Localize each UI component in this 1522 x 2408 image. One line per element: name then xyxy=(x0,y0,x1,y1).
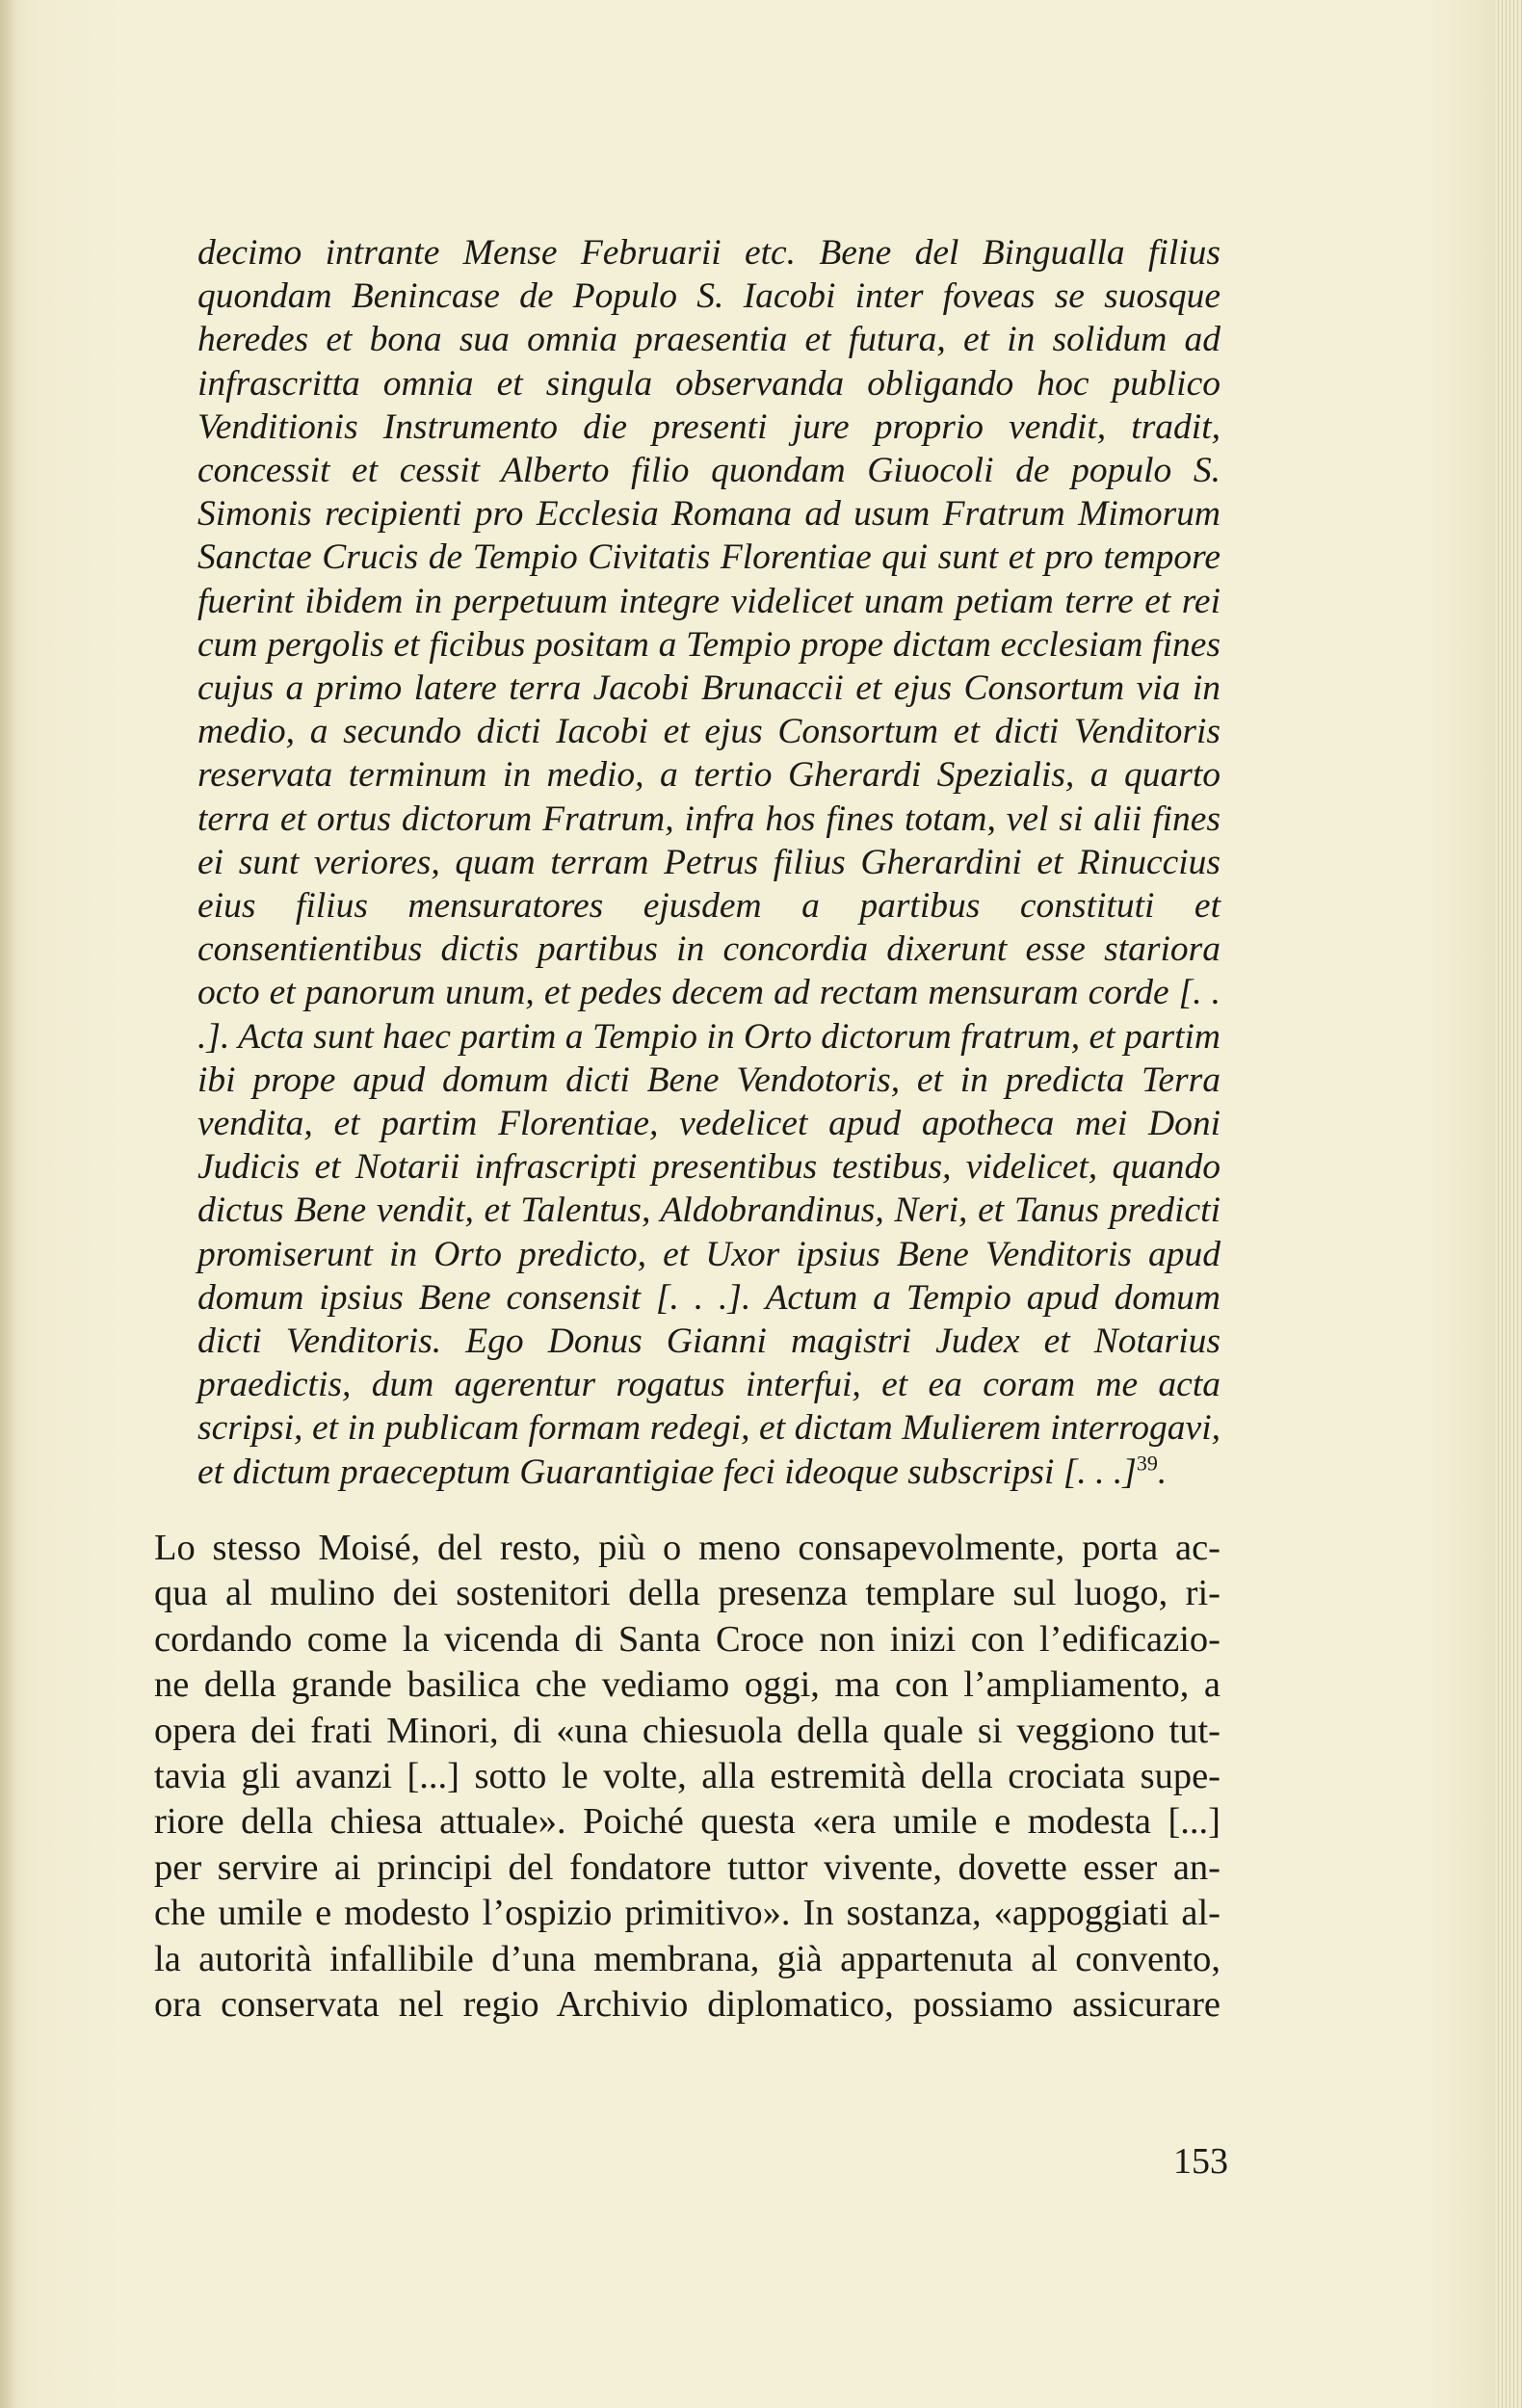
body-line: che umile e modesto l’ospizio primitivo». In sostanza, «appoggiati al- xyxy=(154,1893,1220,1934)
body-line: riore della chiesa attuale». Poiché questa «era umile e modesta [...] xyxy=(154,1801,1220,1843)
quotation-end-punct: . xyxy=(1157,1452,1168,1492)
page-number: 153 xyxy=(1173,2141,1228,2182)
footnote-marker[interactable]: 39 xyxy=(1136,1451,1158,1476)
body-line: la autorità infallibile d’una membrana, già appartenuta al convento, xyxy=(154,1938,1220,1979)
body-line: opera dei frati Minori, di «una chiesuola della quale si veggiono tut- xyxy=(154,1710,1220,1751)
body-line: Lo stesso Moisé, del resto, più o meno consapevolmente, porta ac- xyxy=(154,1528,1220,1568)
page-edge xyxy=(1495,0,1522,2408)
body-paragraph xyxy=(154,1526,1220,2028)
binding-shadow xyxy=(0,0,17,2408)
latin-quotation-block xyxy=(197,231,1220,1494)
body-line: qua al mulino dei sostenitori della presenza templare sul luogo, ri- xyxy=(154,1573,1220,1614)
body-line: cordando come la vicenda di Santa Croce non inizi con l’edificazio- xyxy=(154,1618,1220,1660)
body-line: per servire ai principi del fondatore tuttor vivente, dovette esser an- xyxy=(154,1846,1220,1888)
body-line: ne della grande basilica che vediamo oggi, ma con l’ampliamento, a xyxy=(154,1664,1220,1706)
body-line: ora conservata nel regio Archivio diplomatico, possiamo assicurare xyxy=(154,1984,1220,2026)
quotation-text: decimo intrante Mense Februarii etc. Bene del Bingualla filius quondam Benincase de Populo S. Iacobi inter foveas se suosque heredes et bona sua omnia praesentia et futura, et in solidum ad infrascritta omnia et singula observanda obligando hoc publico Venditionis Instrumento die presenti jure proprio vendit, tradit, concessit et cessit Alberto filio quondam Giuocoli de populo S. Simonis recipienti pro Ecclesia Romana ad usum Fratrum Mimorum Sanctae Crucis de Tempio Civitatis Florentiae qui sunt et pro tempore fuerint ibidem in perpetuum integre videlicet unam petiam terre et rei cum pergolis et ficibus positam a Tempio prope dictam ecclesiam fines cujus a primo latere terra Jacobi Brunaccii et ejus Consortum via in medio, a secundo dicti Iacobi et ejus Consortum et dicti Venditoris reservata terminum in medio, a tertio Gherardi Spezialis, a quarto terra et ortus dictorum Fratrum, infra hos fines totam, vel si alii fines ei sunt veriores, quam terram Petrus filius Gherardini et Rinuccius eius filius mensuratores ejusdem a partibus constituti et consentientibus dictis partibus in concordia dixerunt esse stariora octo et panorum unum, et pedes decem ad rectam mensuram corde [. . .]. Acta sunt haec partim a Tempio in Orto dictorum fratrum, et partim ibi prope apud domum dicti Bene Vendotoris, et in predicta Terra vendita, et partim Florentiae, vedelicet apud apotheca mei Doni Judicis et Notarii infrascripti presentibus testibus, videlicet, quando dictus Bene vendit, et Talentus, Aldobrandinus, Neri, et Tanus predicti promiserunt in Orto predicto, et Uxor ipsius Bene Venditoris apud domum ipsius Bene consensit [. . .]. Actum a Tempio apud domum dicti Venditoris. Ego Donus Gianni magistri Judex et Notarius praedictis, dum agerentur rogatus interfui, et ea coram me acta scripsi, et in publicam formam redegi, et dictam Mulierem interrogavi, et dictum praeceptum Guarantigiae feci ideoque subscripsi [. . .] xyxy=(197,233,1220,1492)
body-line: tavia gli avanzi [...] sotto le volte, alla estremità della crociata supe- xyxy=(154,1756,1220,1797)
